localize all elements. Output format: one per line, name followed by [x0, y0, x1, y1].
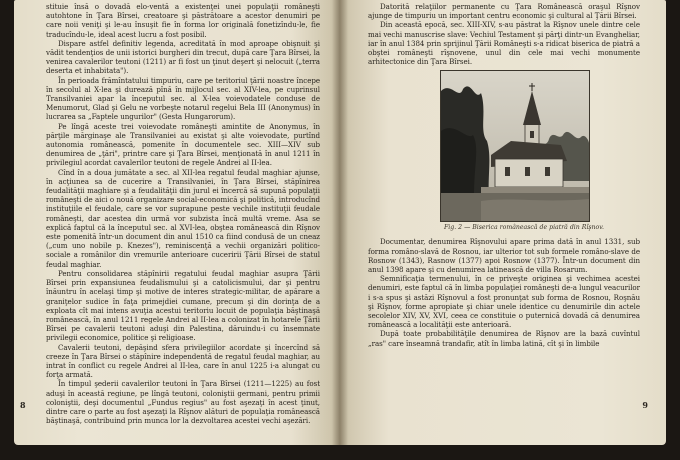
- left-paragraph: În timpul şederii cavalerilor teutoni în Ţara Bîrsei (1211—1225) au fost aduşi în această regiune, pe lîngă teutoni, coloniştii germani, pentru primii coloniştii, deşi documentul „Fundus regius" au fost aşezaţi în acest ţinut, dintre care o parte au fost aşezaţi la Rîşnov alături de populaţia românească băştinaşă, contribuind prin munca lor la dezvoltarea acestei vechi aşezări.: [46, 379, 320, 426]
- right-paragraph: Datorită relaţiilor permanente cu Ţara Românească oraşul Rîşnov ajunge de timpuriu un important centru economic şi cultural al Ţării Bîrsei.: [368, 2, 640, 21]
- right-page-text-top: [368, 2, 640, 66]
- right-paragraph: Din această epocă, sec. XIII-XIV, s-au păstrat la Rîşnov unele dintre cele mai vechi manuscrise slave: Vechiul Testament şi părţi dintr-un Evangheliar, iar în anul 1384 prin sprijinul Ţării Româneşti s-a ridicat biserica de piatră a obştei româneşti rîşnovene, unul din cele mai vechi monumente arhitectonice din Ţara Bîrsei.: [368, 20, 640, 67]
- left-paragraph: În perioada frămîntatului timpuriu, care pe teritoriul ţării noastre începe în secolul al X-lea şi durează pînă în mijlocul sec. al XIV-lea, pe cuprinsul Transilvaniei apar la începutul sec. al X-lea voievodatele conduse de Menumorut, Glad şi Gelu ne vorbeşte notarul regelui Bela III (Anonymus) în lucrarea sa „Faptele ungurilor" (Gesta Hungarorum).: [46, 75, 320, 122]
- left-paragraph: Cînd în a doua jumătate a sec. al XII-lea regatul feudal maghiar ajunse, în acţiunea sa de cucerire a Transilvaniei, în Ţara Bîrsei, stăpînirea feudalităţii maghiare şi a feudalităţii din jurul ei încercă să supună populaţii româneşti de aici o nouă organizare social-economică şi politică, introducînd instituţiile el feudale, care se vor suprapune peste vechile instituţii feudale româneşti, dar acestea din urmă vor subzista încă multă vreme. Asa se explică faptul că la începutul sec. al XVI-lea, obştea românească din Rîşnov este pomenită într-un document din anul 1510 ca fiind condusă de un cneaz („cum uno nobile p. Knezes"), reminiscenţă a vechii organizări politico-sociale a românilor din vremurile anterioare cuceririi Ţării Bîrsei de statul feudal maghiar.: [46, 167, 320, 269]
- right-page: [340, 0, 666, 445]
- church-photo: [440, 70, 590, 222]
- church-photo-illustration: [441, 71, 589, 221]
- page-number-left: 8: [20, 400, 26, 410]
- right-paragraph: După toate probabilităţile denumirea de Rîşnov are la bază cuvîntul „ras" care înseamnă trandafir, atît în limba latină, cît şi în limbile: [368, 329, 640, 348]
- left-page: [14, 0, 340, 445]
- left-paragraph: Dispare astfel definitiv legenda, acreditată în mod aproape obişnuit şi vădit tendenţios de unii istorici burgheri din trecut, după care Ţara Bîrsei, la venirea cavalerilor teutoni (1211) ar fi fost un ţinut deşert şi nelocuit („terra deserta et inhabitata").: [46, 38, 320, 76]
- right-paragraph: Semnificaţia termenului, în ce priveşte originea şi vechimea acestei denumiri, este faptul că în limba populaţiei româneşti de-a lungul veacurilor i s-a spus şi astăzi Rîşnovul a fost pronunţat sub forma de Rosnou, Roşnău şi Rîşnov, forme apropiate şi chiar unele identice cu denumirile din actele secolelor XIV, XV, XVI, ceea ce constituie o puternică dovadă că denumirea românească a localităţii este anterioară.: [368, 274, 640, 330]
- left-paragraph: Pentru consolidarea stăpînirii regatului feudal maghiar asupra Ţării Bîrsei prin expansiunea feudalismului şi a catolicismului, dar şi pentru înăuntru în acelaşi timp şi motive de interes strategic-militar, de apărare a graniţelor sudice în faţa primejdiei cumane, precum şi din dorinţa de a exploata cît mai intens avuţia acestui teritoriu locuit de populaţia băştinaşă românească, în anul 1211 regele Andrei al II-lea a colonizat în hotarele Ţării Bîrsei pe cavalerii teutoni aduşi din Palestina, dăruindu-i cu însemnate privilegii economice, politice şi religioase.: [46, 268, 320, 343]
- book-gutter: [332, 0, 348, 445]
- left-paragraph: Cavalerii teutoni, depăşind sfera privilegiilor acordate şi încercînd să creeze în Ţara Bîrsei o stăpînire independentă de regatul feudal maghiar, au intrat în conflict cu regele Andrei al II-lea, care în anul 1225 i-a alungat cu forţa armată.: [46, 342, 320, 380]
- left-paragraph: stituie însă o dovadă elo-ventă a existenţei unei populaţii româneşti autohtone în Ţara Bîrsei, creatoare şi păstrătoare a acestor denumiri pe care noii veniţi şi le-au însuşit fie în forma lor originală fonetizîndu-le, fie traducîndu-le, ideal acest lucru a fost posibil.: [46, 2, 320, 39]
- left-paragraph: Pe lîngă aceste trei voievodate româneşti amintite de Anonymus, în părţile mărginaşe ale Transilvaniei au existat şi alte voievodate, purtînd autonomia românească, pomenite în documentele sec. XIII—XIV sub denumirea de „ţări", printre care şi Ţara Bîrsei, menţionată în anul 1211 în privilegiul acordat cavalerilor teutoni de regele Andrei al II-lea.: [46, 121, 320, 168]
- right-page-text-bottom: [368, 237, 640, 347]
- figure-caption: Fig. 2 — Biserica românească de piatră din Rîşnov.: [444, 224, 604, 232]
- left-page-text: [46, 2, 320, 425]
- right-paragraph: Documentar, denumirea Rîşnovului apare prima dată în anul 1331, sub forma româno-slavă de Rosnou, iar ulterior tot sub formele româno-slave de Rosnow (1343), Rasnow (1377) apoi Rosnow (1377). Într-un document din anul 1398 apare şi cu denumirea latinească de villa Rosarum.: [368, 237, 640, 275]
- open-booklet: [14, 0, 666, 447]
- page-number-right: 9: [642, 400, 648, 410]
